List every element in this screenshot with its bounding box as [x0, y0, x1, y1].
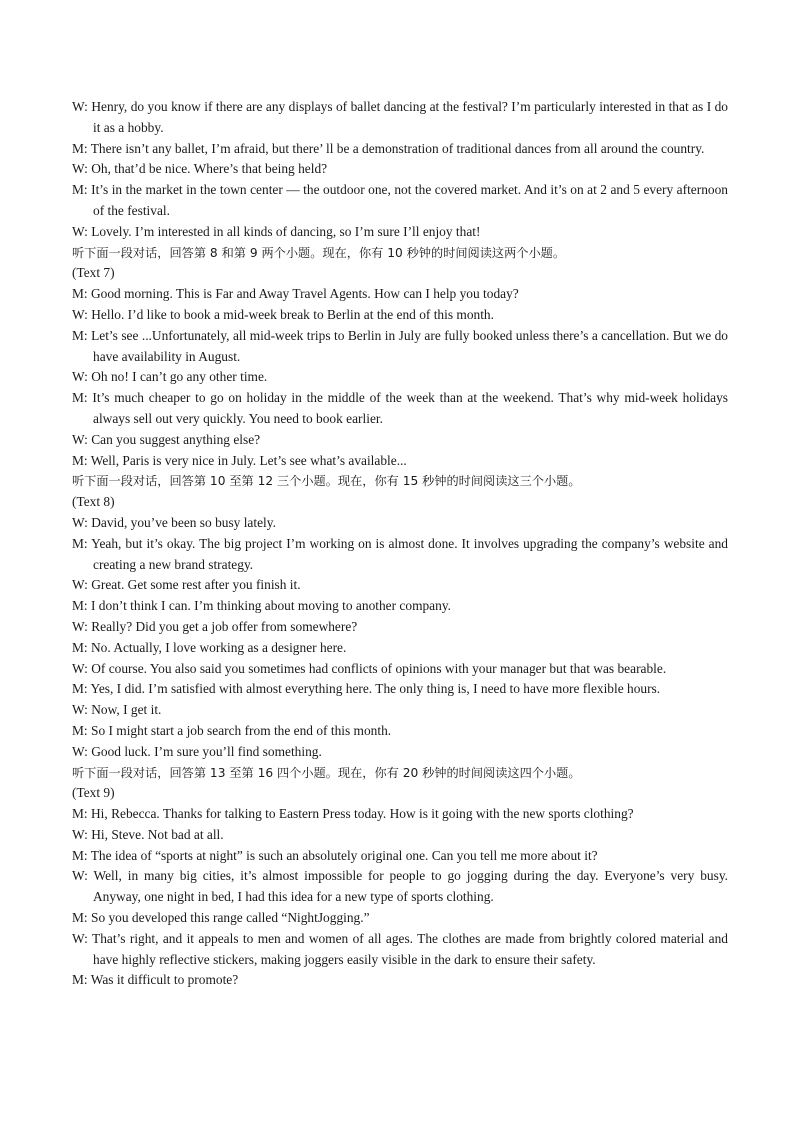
speaker-label: M: — [72, 182, 88, 198]
dialogue-text: Good morning. This is Far and Away Travel Agents. How can I help you today? — [91, 286, 519, 302]
speaker-label: W: — [72, 826, 88, 842]
speaker-label: M: — [72, 681, 88, 697]
dialogue-text: The idea of “sports at night” is such an absolutely original one. Can you tell me more about it? — [90, 847, 598, 863]
dialogue-text: Now, I get it. — [91, 702, 162, 718]
speaker-label: W: — [72, 514, 88, 530]
dialogue-line — [72, 659, 728, 680]
dialogue-text: There isn’t any ballet, I’m afraid, but there’ ll be a demonstration of traditional dances from all around the country. — [90, 140, 705, 156]
dialogue-line — [72, 159, 728, 180]
dialogue-text: Lovely. I’m interested in all kinds of dancing, so I’m sure I’ll enjoy that! — [91, 223, 481, 239]
text-label: (Text 7) — [72, 265, 115, 281]
dialogue-text: Oh no! I can’t go any other time. — [91, 369, 268, 385]
section-instruction: 听下面一段对话，回答第 13 至第 16 四个小题。现在，你有 20 秒钟的时间阅读这四个小题。 — [72, 765, 581, 780]
speaker-label: W: — [72, 660, 88, 676]
dialogue-text: Hi, Rebecca. Thanks for talking to Eastern Press today. How is it going with the new sports clothing? — [91, 806, 634, 822]
speaker-label: M: — [72, 598, 88, 614]
dialogue-text: Hello. I’d like to book a mid-week break to Berlin at the end of this month. — [91, 306, 494, 322]
dialogue-line — [72, 430, 728, 451]
dialogue-text: That’s right, and it appeals to men and women of all ages. The clothes are made from brightly colored material and have highly reflective stickers, making joggers easily visible in the dark to ensure their safety. — [92, 930, 729, 967]
speaker-label: M: — [72, 535, 88, 551]
speaker-label: M: — [72, 847, 88, 863]
dialogue-text: Yes, I did. I’m satisfied with almost everything here. The only thing is, I need to have more flexible hours. — [90, 681, 661, 697]
dialogue-text: Really? Did you get a job offer from somewhere? — [91, 618, 358, 634]
dialogue-text: I don’t think I can. I’m thinking about moving to another company. — [91, 598, 451, 614]
speaker-label: M: — [72, 390, 88, 406]
dialogue-line — [72, 388, 728, 430]
speaker-label: M: — [72, 452, 88, 468]
text-label: (Text 9) — [72, 785, 115, 801]
dialogue-line — [72, 97, 728, 139]
dialogue-text: It’s in the market in the town center — the outdoor one, not the covered market. And it’s on at 2 and 5 every afternoon of the festival. — [91, 182, 728, 218]
speaker-label: W: — [72, 702, 88, 718]
dialogue-line — [72, 513, 728, 534]
dialogue-line — [72, 305, 728, 326]
dialogue-text: Yeah, but it’s okay. The big project I’m working on is almost done. It involves upgrading the company’s website and creating a new brand strategy. — [91, 535, 728, 572]
dialogue-line — [72, 679, 728, 700]
dialogue-line — [72, 139, 728, 160]
section-instruction: 听下面一段对话，回答第 8 和第 9 两个小题。现在，你有 10 秒钟的时间阅读这两个小题。 — [72, 245, 566, 260]
dialogue-line — [72, 804, 728, 825]
speaker-label: W: — [72, 369, 88, 385]
transcript-page — [72, 97, 728, 991]
dialogue-line — [72, 534, 728, 576]
dialogue-line — [72, 326, 728, 368]
dialogue-text: David, you’ve been so busy lately. — [91, 514, 276, 530]
dialogue-text: Was it difficult to promote? — [90, 972, 239, 988]
speaker-label: W: — [72, 161, 88, 177]
dialogue-line — [72, 908, 728, 929]
speaker-label: W: — [72, 743, 88, 759]
dialogue-line — [72, 596, 728, 617]
dialogue-line — [72, 617, 728, 638]
speaker-label: M: — [72, 972, 88, 988]
dialogue-line — [72, 721, 728, 742]
dialogue-line — [72, 866, 728, 908]
dialogue-text: So you developed this range called “NightJogging.” — [91, 910, 370, 926]
speaker-label: M: — [72, 806, 88, 822]
speaker-label: W: — [72, 577, 88, 593]
dialogue-text: No. Actually, I love working as a designer here. — [91, 639, 347, 655]
speaker-label: M: — [72, 286, 88, 302]
dialogue-text: Well, in many big cities, it’s almost impossible for people to go jogging during the day. Everyone’s very busy. Anyway, one night in bed, I had this idea for a new type of sports clothing. — [93, 868, 729, 905]
text-label: (Text 8) — [72, 494, 115, 510]
dialogue-line — [72, 638, 728, 659]
speaker-label: W: — [72, 99, 88, 114]
dialogue-text: Well, Paris is very nice in July. Let’s see what’s available... — [90, 452, 407, 468]
dialogue-text: So I might start a job search from the end of this month. — [91, 722, 392, 738]
dialogue-line — [72, 284, 728, 305]
dialogue-text: Oh, that’d be nice. Where’s that being held? — [91, 161, 328, 177]
speaker-label: W: — [72, 868, 88, 884]
dialogue-line — [72, 575, 728, 596]
dialogue-line — [72, 222, 728, 243]
dialogue-line — [72, 970, 728, 991]
dialogue-line — [72, 451, 728, 472]
speaker-label: W: — [72, 223, 88, 239]
speaker-label: W: — [72, 930, 88, 946]
dialogue-text: Let’s see ...Unfortunately, all mid-week trips to Berlin in July are fully booked unless there’s a cancellation. But we do have availability in August. — [91, 327, 728, 364]
dialogue-text: Great. Get some rest after you finish it. — [91, 577, 301, 593]
dialogue-line — [72, 846, 728, 867]
dialogue-text: It’s much cheaper to go on holiday in the middle of the week than at the weekend. That’s why mid-week holidays always sell out very quickly. You need to book earlier. — [92, 390, 728, 426]
dialogue-line — [72, 742, 728, 763]
speaker-label: M: — [72, 140, 88, 156]
dialogue-text: Can you suggest anything else? — [91, 431, 261, 447]
speaker-label: M: — [72, 722, 88, 738]
dialogue-line — [72, 700, 728, 721]
dialogue-line — [72, 367, 728, 388]
dialogue-text: Good luck. I’m sure you’ll find something. — [91, 743, 322, 759]
dialogue-line — [72, 180, 728, 222]
speaker-label: W: — [72, 618, 88, 634]
dialogue-text: Hi, Steve. Not bad at all. — [91, 826, 224, 842]
speaker-label: M: — [72, 639, 88, 655]
speaker-label: M: — [72, 327, 88, 343]
dialogue-line — [72, 825, 728, 846]
dialogue-line — [72, 929, 728, 971]
dialogue-text: Henry, do you know if there are any displays of ballet dancing at the festival? I’m particularly interested in that as I do it as a hobby. — [91, 99, 728, 135]
speaker-label: W: — [72, 431, 88, 447]
speaker-label: M: — [72, 910, 88, 926]
speaker-label: W: — [72, 306, 88, 322]
section-instruction: 听下面一段对话，回答第 10 至第 12 三个小题。现在，你有 15 秒钟的时间阅读这三个小题。 — [72, 474, 581, 489]
dialogue-text: Of course. You also said you sometimes had conflicts of opinions with your manager but that was bearable. — [91, 660, 667, 676]
